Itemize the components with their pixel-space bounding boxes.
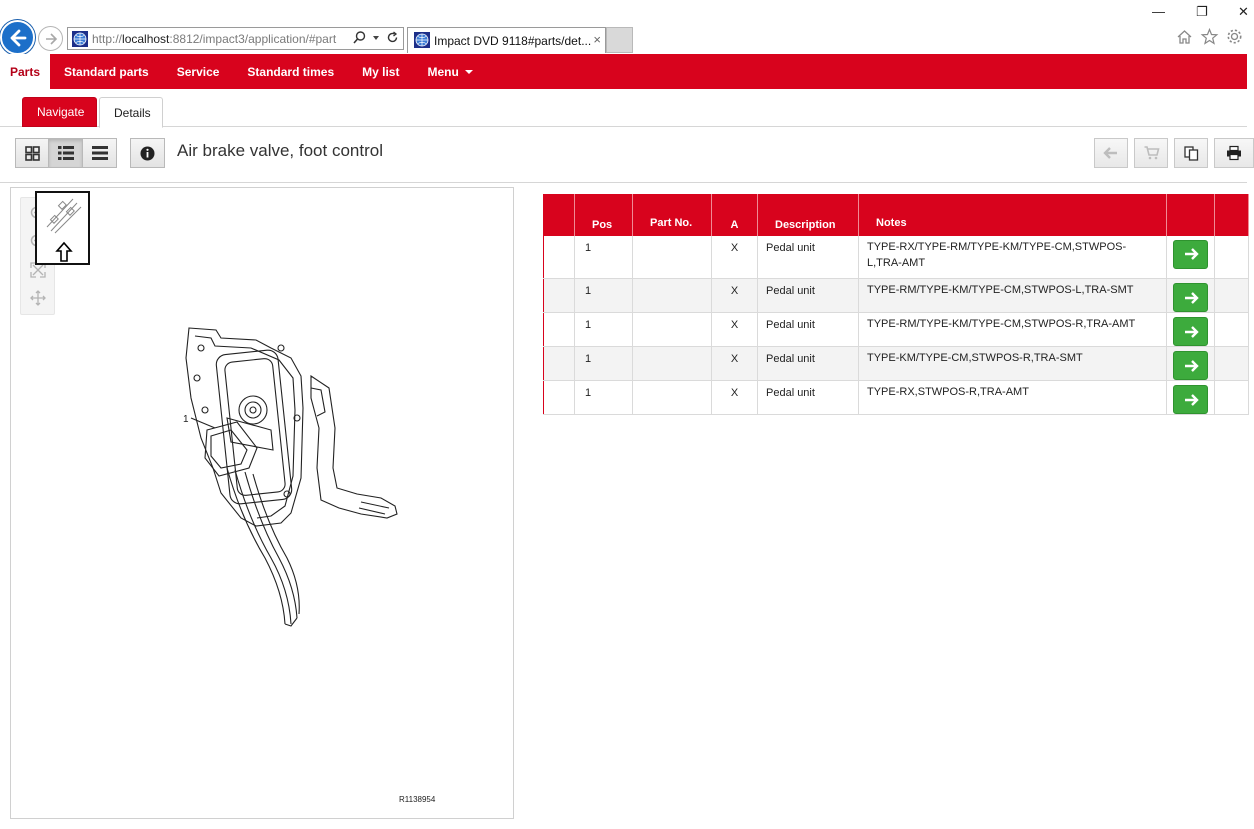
row-select[interactable]: [544, 381, 575, 415]
new-tab-button[interactable]: [606, 27, 633, 53]
globe-icon: [414, 32, 430, 48]
cell-part-no: [633, 381, 712, 415]
arrow-left-icon: [8, 28, 28, 48]
info-icon: [140, 146, 155, 161]
cell-extra: [1215, 236, 1249, 279]
table-row[interactable]: [544, 381, 1249, 415]
gear-icon[interactable]: [1226, 28, 1243, 45]
cell-description: Pedal unit: [758, 313, 859, 347]
thumbnail-image: [37, 193, 88, 263]
cell-a: X: [712, 381, 758, 415]
cell-a: X: [712, 347, 758, 381]
split-view-button[interactable]: [49, 138, 83, 168]
cell-a: X: [712, 236, 758, 279]
header-extra: [1215, 195, 1249, 236]
go-to-part-button[interactable]: [1173, 283, 1208, 312]
cart-icon: [1144, 146, 1159, 160]
arrow-right-icon: [1184, 248, 1198, 260]
cell-pos: 1: [575, 313, 633, 347]
url-prefix: http://: [92, 32, 123, 46]
cell-action: [1167, 279, 1215, 313]
header-notes[interactable]: Notes: [859, 195, 1167, 236]
callout-1[interactable]: 1: [183, 414, 189, 425]
restore-button[interactable]: ❐: [1196, 4, 1208, 19]
search-icon[interactable]: [353, 31, 366, 44]
cell-notes: TYPE-RM/TYPE-KM/TYPE-CM,STWPOS-L,TRA-SMT: [859, 279, 1167, 313]
cell-notes: TYPE-KM/TYPE-CM,STWPOS-R,TRA-SMT: [859, 347, 1167, 381]
row-select[interactable]: [544, 313, 575, 347]
cell-extra: [1215, 381, 1249, 415]
nav-parts[interactable]: Parts: [0, 54, 50, 89]
minimize-button[interactable]: —: [1152, 4, 1165, 19]
overview-thumbnail[interactable]: [35, 191, 90, 265]
globe-icon: [72, 31, 88, 47]
header-description[interactable]: Description: [758, 195, 859, 236]
print-icon: [1226, 146, 1242, 160]
nav-service[interactable]: Service: [176, 64, 220, 79]
refresh-icon[interactable]: [386, 31, 399, 44]
tab-title: Impact DVD 9118#parts/det...: [434, 34, 592, 48]
cell-a: X: [712, 279, 758, 313]
tab-navigate[interactable]: Navigate: [22, 97, 97, 127]
add-to-cart-button[interactable]: [1134, 138, 1168, 168]
row-select[interactable]: [544, 347, 575, 381]
sub-tabs: [0, 89, 1247, 127]
caret-down-icon: [465, 70, 473, 74]
pedal-unit-drawing: [161, 318, 411, 628]
arrow-left-icon: [1104, 147, 1118, 159]
table-view-button[interactable]: [83, 138, 117, 168]
tab-close-icon[interactable]: ×: [593, 32, 601, 47]
cell-pos: 1: [575, 236, 633, 279]
home-icon[interactable]: [1176, 28, 1193, 45]
arrow-right-icon: [1184, 292, 1198, 304]
copy-button[interactable]: [1174, 138, 1208, 168]
nav-my-list[interactable]: My list: [362, 64, 400, 79]
go-to-part-button[interactable]: [1173, 317, 1208, 346]
arrow-right-icon: [44, 32, 58, 46]
cell-a: X: [712, 313, 758, 347]
nav-menu[interactable]: [413, 54, 486, 89]
illustration-panel[interactable]: [10, 187, 514, 819]
cell-extra: [1215, 279, 1249, 313]
header-select: [544, 195, 575, 236]
header-a[interactable]: A: [712, 195, 758, 236]
list-icon: [58, 146, 74, 160]
url-text: [92, 32, 336, 46]
view-mode-group: [15, 138, 117, 168]
cell-part-no: [633, 279, 712, 313]
cell-part-no: [633, 313, 712, 347]
cell-description: Pedal unit: [758, 236, 859, 279]
arrow-right-icon: [1184, 394, 1198, 406]
copy-icon: [1184, 146, 1199, 161]
cell-extra: [1215, 347, 1249, 381]
header-action: [1167, 195, 1215, 236]
toolbar: [0, 127, 1247, 183]
arrow-up-icon: [57, 243, 71, 261]
go-to-part-button[interactable]: [1173, 240, 1208, 269]
table-row[interactable]: [544, 313, 1249, 347]
header-pos[interactable]: Pos: [575, 195, 633, 236]
browser-chrome: [0, 0, 1247, 54]
cell-action: [1167, 381, 1215, 415]
url-rest: :8812/impact3/application/#part: [169, 32, 337, 46]
forward-button[interactable]: [38, 26, 63, 51]
row-select[interactable]: [544, 236, 575, 279]
cell-action: [1167, 236, 1215, 279]
cell-extra: [1215, 313, 1249, 347]
page-title: Air brake valve, foot control: [177, 141, 383, 160]
rows-icon: [92, 146, 108, 160]
url-host: localhost: [122, 32, 170, 46]
cell-pos: 1: [575, 279, 633, 313]
cell-notes: TYPE-RX/TYPE-RM/TYPE-KM/TYPE-CM,STWPOS-L,TRA-AMT: [859, 236, 1167, 279]
cell-action: [1167, 313, 1215, 347]
grid-view-button[interactable]: [15, 138, 49, 168]
table-row[interactable]: [544, 347, 1249, 381]
arrow-right-icon: [1184, 360, 1198, 372]
pan-icon[interactable]: [30, 290, 46, 306]
cell-description: Pedal unit: [758, 279, 859, 313]
info-button[interactable]: [130, 138, 165, 168]
cell-part-no: [633, 347, 712, 381]
star-icon[interactable]: [1201, 28, 1218, 45]
table-header-row: [544, 195, 1249, 236]
cell-notes: TYPE-RX,STWPOS-R,TRA-AMT: [859, 381, 1167, 415]
browser-tab[interactable]: [407, 27, 606, 53]
nav-menu-label: Menu: [427, 64, 459, 79]
table-row[interactable]: [544, 279, 1249, 313]
go-to-part-button[interactable]: [1173, 351, 1208, 380]
cell-action: [1167, 347, 1215, 381]
main-navbar: [0, 54, 1247, 89]
nav-standard-times[interactable]: Standard times: [247, 64, 335, 79]
cell-part-no: [633, 236, 712, 279]
row-select[interactable]: [544, 279, 575, 313]
cell-notes: TYPE-RM/TYPE-KM/TYPE-CM,STWPOS-R,TRA-AMT: [859, 313, 1167, 347]
go-to-part-button[interactable]: [1173, 385, 1208, 414]
parts-table: [543, 194, 1249, 415]
nav-standard-parts[interactable]: Standard parts: [64, 64, 149, 79]
print-button[interactable]: [1214, 138, 1254, 168]
header-part-no[interactable]: Part No.: [633, 195, 712, 236]
close-window-button[interactable]: ✕: [1238, 4, 1249, 19]
cell-pos: 1: [575, 381, 633, 415]
back-nav-button[interactable]: [1094, 138, 1128, 168]
back-button[interactable]: [0, 20, 35, 55]
dropdown-caret-icon[interactable]: [372, 34, 380, 42]
figure-number: R1138954: [399, 795, 436, 804]
cell-description: Pedal unit: [758, 381, 859, 415]
cell-description: Pedal unit: [758, 347, 859, 381]
table-row[interactable]: [544, 236, 1249, 279]
arrow-right-icon: [1184, 326, 1198, 338]
grid-icon: [25, 146, 40, 161]
tab-details[interactable]: Details: [99, 97, 163, 128]
address-bar[interactable]: [67, 27, 404, 50]
cell-pos: 1: [575, 347, 633, 381]
